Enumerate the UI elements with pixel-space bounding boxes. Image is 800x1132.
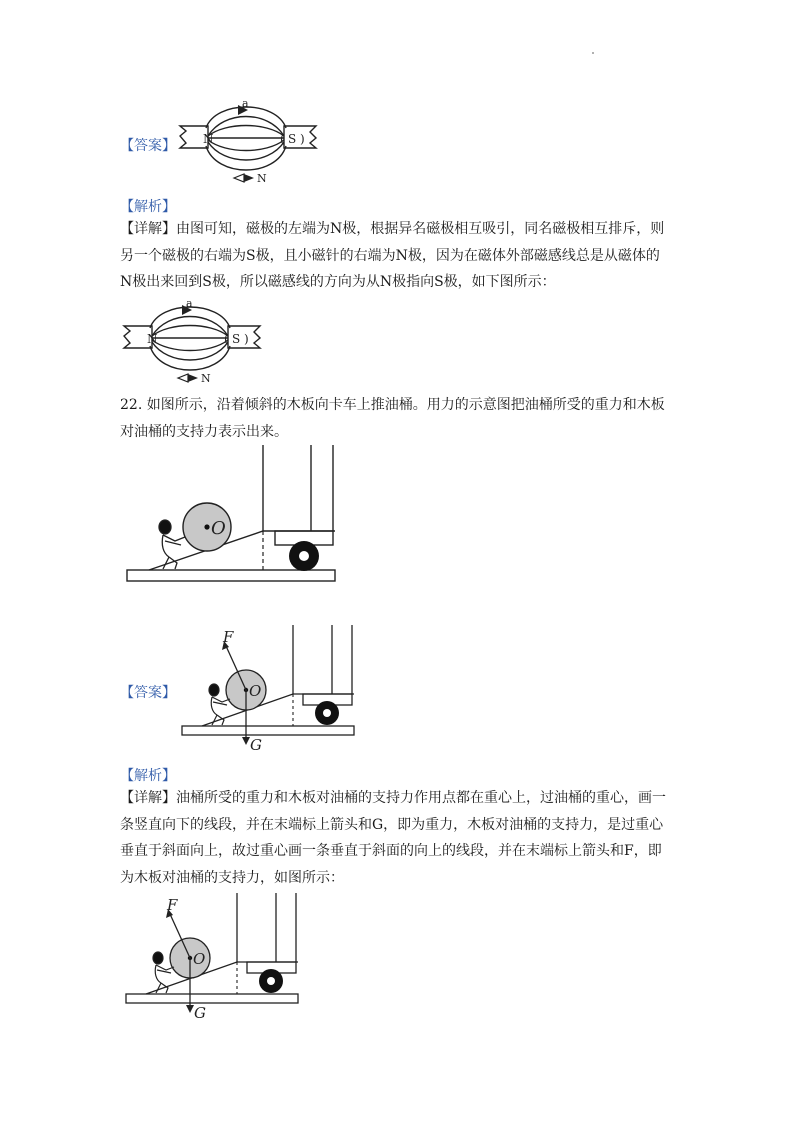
right-paren-open: ( <box>280 132 285 146</box>
needle-label: N <box>257 172 267 185</box>
center-label: O <box>193 950 206 968</box>
text-line: 【详解】由图可知，磁极的左端为N极，根据异名磁极相互吸引，同名磁极相互排斥，则 <box>120 221 665 237</box>
question-22 <box>120 392 682 445</box>
needle-label: N <box>201 372 211 385</box>
gravity-label: G <box>250 736 262 754</box>
detail-paragraph-1 <box>120 216 682 296</box>
ground-plank <box>182 726 354 735</box>
center-label: O <box>249 682 262 700</box>
magnet-field-figure <box>120 298 266 390</box>
text-line: N极出来回到S极，所以磁感线的方向为从N极指向S极，如下图所示： <box>120 274 556 290</box>
arrow-label: a <box>186 298 193 310</box>
text-line: 【详解】油桶所受的重力和木板对油桶的支持力作用点都在重心上，过油桶的重心，画一 <box>120 790 666 806</box>
answer-label: 【答案】 <box>120 685 176 701</box>
arrow-label: a <box>242 98 249 110</box>
text-line: 垂直于斜面向上，故过重心画一条垂直于斜面的向上的线段，并在末端标上箭头和F，即 <box>120 843 662 859</box>
gravity-label: G <box>194 1004 206 1022</box>
field-line <box>208 126 284 137</box>
field-line <box>208 117 284 137</box>
right-paren-close: ) <box>244 332 249 346</box>
right-pole-label: S <box>288 132 297 146</box>
text-line: 另一个磁极的右端为S极，且小磁针的右端为N极，因为在磁体外部磁感线总是从磁体的 <box>120 247 660 264</box>
field-line <box>208 140 284 151</box>
right-paren-close: ) <box>300 132 305 146</box>
text-line: 22. 如图所示，沿着倾斜的木板向卡车上推油桶。用力的示意图把油桶所受的重力和木板 <box>120 397 665 413</box>
truck-ramp-force-figure <box>180 625 358 755</box>
left-pole-label: N <box>203 132 214 146</box>
center-of-gravity <box>204 524 209 529</box>
center-label: O <box>211 518 226 539</box>
gravity-arrowhead <box>242 737 250 745</box>
truck-ramp-force-figure <box>124 893 302 1023</box>
magnet-field-figure <box>176 98 322 190</box>
right-pole-label: S <box>232 332 241 346</box>
text-line: 条竖直向下的线段，并在末端标上箭头和G，即为重力，木板对油桶的支持力，是过重心 <box>120 816 664 833</box>
compass-needle <box>234 174 254 182</box>
left-pole-label: N <box>147 332 158 346</box>
truck-ramp-figure <box>125 445 340 585</box>
text-line: 为木板对油桶的支持力，如图所示： <box>120 869 344 886</box>
right-paren-open: ( <box>224 332 229 346</box>
support-force-label: F <box>223 628 234 646</box>
ground-plank <box>127 570 335 581</box>
analysis-label: 【解析】 <box>120 199 176 215</box>
text-line: 对油桶的支持力表示出来。 <box>120 423 288 440</box>
answer-label: 【答案】 <box>120 138 176 154</box>
truck-wheel-hub <box>299 551 309 561</box>
truck-wheel-hub <box>323 709 331 717</box>
page-mark <box>592 52 594 54</box>
detail-paragraph-2 <box>120 785 682 891</box>
outer-field-line <box>206 146 286 170</box>
support-force-label: F <box>167 896 178 914</box>
analysis-label: 【解析】 <box>120 768 176 784</box>
